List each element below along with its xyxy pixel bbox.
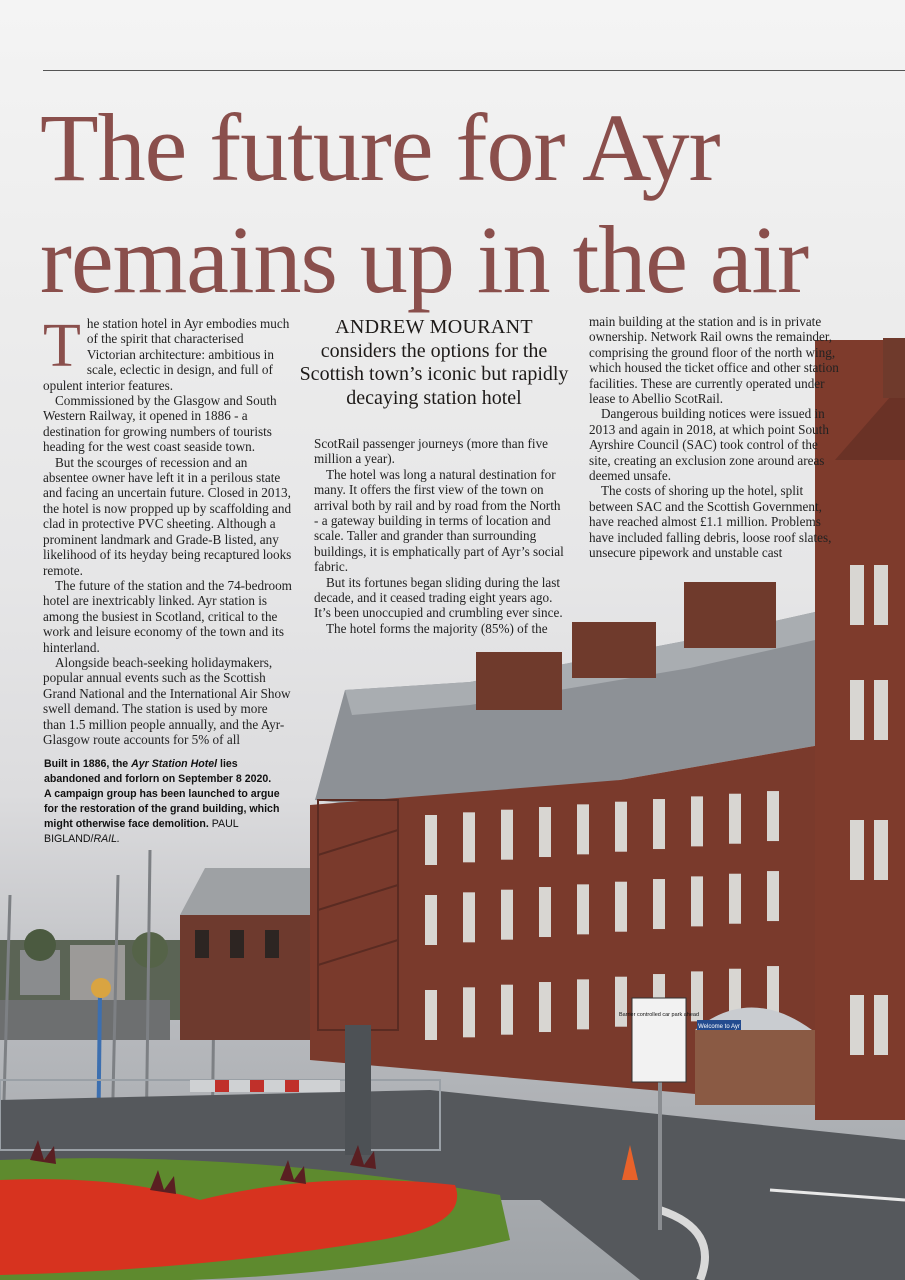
caption-text-pre: Built in 1886, the [44, 758, 132, 770]
body-column-2 [314, 436, 568, 636]
hotel-window [729, 874, 741, 924]
hotel-window [577, 979, 589, 1029]
hotel-window [501, 985, 513, 1035]
paragraph: Dangerous building notices were issued in 2013 and again in 2018, at which point South Ayrshire Council (SAC) took control of the site, creating an exclusion zone around areas deemed unsafe. [589, 406, 829, 484]
hotel-window [463, 892, 475, 942]
hotel-window [463, 987, 475, 1037]
hotel-window [425, 990, 437, 1040]
paragraph: But its fortunes began sliding during the last decade, and it ceased trading eight years ago. It’s been unoccupied and crumbling ever since. [314, 574, 563, 621]
hotel-window [501, 810, 513, 860]
tower-window [850, 565, 864, 625]
hotel-window [425, 895, 437, 945]
hotel-window [577, 884, 589, 934]
paragraph: The costs of shoring up the hotel, split between SAC and the Scottish Government, have reached almost £1.1 million. Problems have included falling debris, loose roof slates, unsecure pipework and unstable cast [589, 483, 832, 561]
hotel-window [729, 794, 741, 844]
paragraph: ScotRail passenger journeys (more than five million a year). [314, 436, 549, 467]
arch-sign: Welcome to Ayr [698, 1024, 740, 1030]
tower-window [874, 995, 888, 1055]
hotel-window [463, 812, 475, 862]
hotel-window [615, 802, 627, 852]
paragraph: The hotel forms the majority (85%) of the [326, 620, 548, 636]
standfirst-text: considers the options for the Scottish town’s iconic but rapidly decaying station hotel [299, 339, 569, 409]
body-column-1 [43, 312, 293, 747]
author-name: ANDREW MOURANT [335, 316, 533, 338]
hotel-window [539, 807, 551, 857]
caption-hotel-name: Ayr Station Hotel [131, 758, 218, 770]
photo-credit: PAUL BIGLAND/ [44, 818, 239, 845]
standfirst [298, 316, 570, 410]
caption-text-post: lies abandoned and forlorn on September 8 2020. A campaign group has been launched to argue for the restoration of the grand building, which might otherwise face demolition. [44, 758, 280, 830]
lamp-globe [91, 978, 111, 998]
hotel-window [691, 876, 703, 926]
photo-credit-publication: RAIL. [93, 833, 120, 845]
paragraph: Commissioned by the Glasgow and South Western Railway, it opened in 1886 - a destination for growing numbers of tourists heading for the west coast seaside town. [43, 393, 277, 455]
hotel-window [539, 982, 551, 1032]
paragraph: The future of the station and the 74-bedroom hotel are inextricably linked. Ayr station is among the busiest in Scotland, critical to the work and leisure economy of the town and its hinterland. [43, 577, 292, 655]
hotel-window [577, 804, 589, 854]
hotel-window [767, 871, 779, 921]
photo-caption [44, 757, 280, 847]
hotel-window [767, 791, 779, 841]
tower-window [874, 565, 888, 625]
hotel-window [767, 966, 779, 1016]
hotel-window [691, 796, 703, 846]
hotel-window [615, 977, 627, 1027]
hotel-window [501, 890, 513, 940]
paragraph: But the scourges of recession and an absentee owner have left it in a perilous state and facing an uncertain future. Closed in 2013, the hotel is now propped up by scaffolding and clad in protective PVC sheeting. Although a prominent landmark and Grade-B listed, any likelihood of its heyday being recaptured looks remote. [43, 454, 292, 578]
side-wing [180, 868, 310, 1040]
hotel-window [653, 879, 665, 929]
paragraph: Alongside beach-seeking holidaymakers, popular annual events such as the Scottish Grand National and the International Air Show swell demand. The station is used by more than 1.5 million people annually, and the Ayr-Glasgow route accounts for 5% of all [43, 654, 291, 747]
headline: The future for Ayr remains up in the air [40, 94, 809, 313]
paragraph: he station hotel in Ayr embodies much of the spirit that characterised Victorian architecture: ambitious in scale, eclectic in design, and full of opulent interior features. [43, 316, 290, 393]
hotel-window [425, 815, 437, 865]
hotel-window [615, 882, 627, 932]
top-rule [43, 70, 905, 71]
tower-window [850, 820, 864, 880]
tower-window [874, 820, 888, 880]
car-park-sign-text: Barrier controlled car park ahead [618, 1012, 700, 1018]
station-entrance [695, 1008, 815, 1106]
tower-window [874, 680, 888, 740]
hotel-window [539, 887, 551, 937]
hotel-window [653, 799, 665, 849]
tower-window [850, 995, 864, 1055]
paragraph: The hotel was long a natural destination for many. It offers the first view of the town on arrival both by rail and by road from the North - a gateway building in terms of location and scale. Taller and grander than surrounding buildings, it is emphatically part of Ayr’s social fabric. [314, 466, 564, 575]
body-column-3 [589, 314, 839, 561]
tower-window [850, 680, 864, 740]
drop-cap: T [43, 312, 81, 380]
paragraph: main building at the station and is in private ownership. Network Rail owns the remainder, comprising the ground floor of the north wing, which housed the ticket office and other station facilities. These are currently operated under lease to Abellio ScotRail. [589, 314, 839, 407]
